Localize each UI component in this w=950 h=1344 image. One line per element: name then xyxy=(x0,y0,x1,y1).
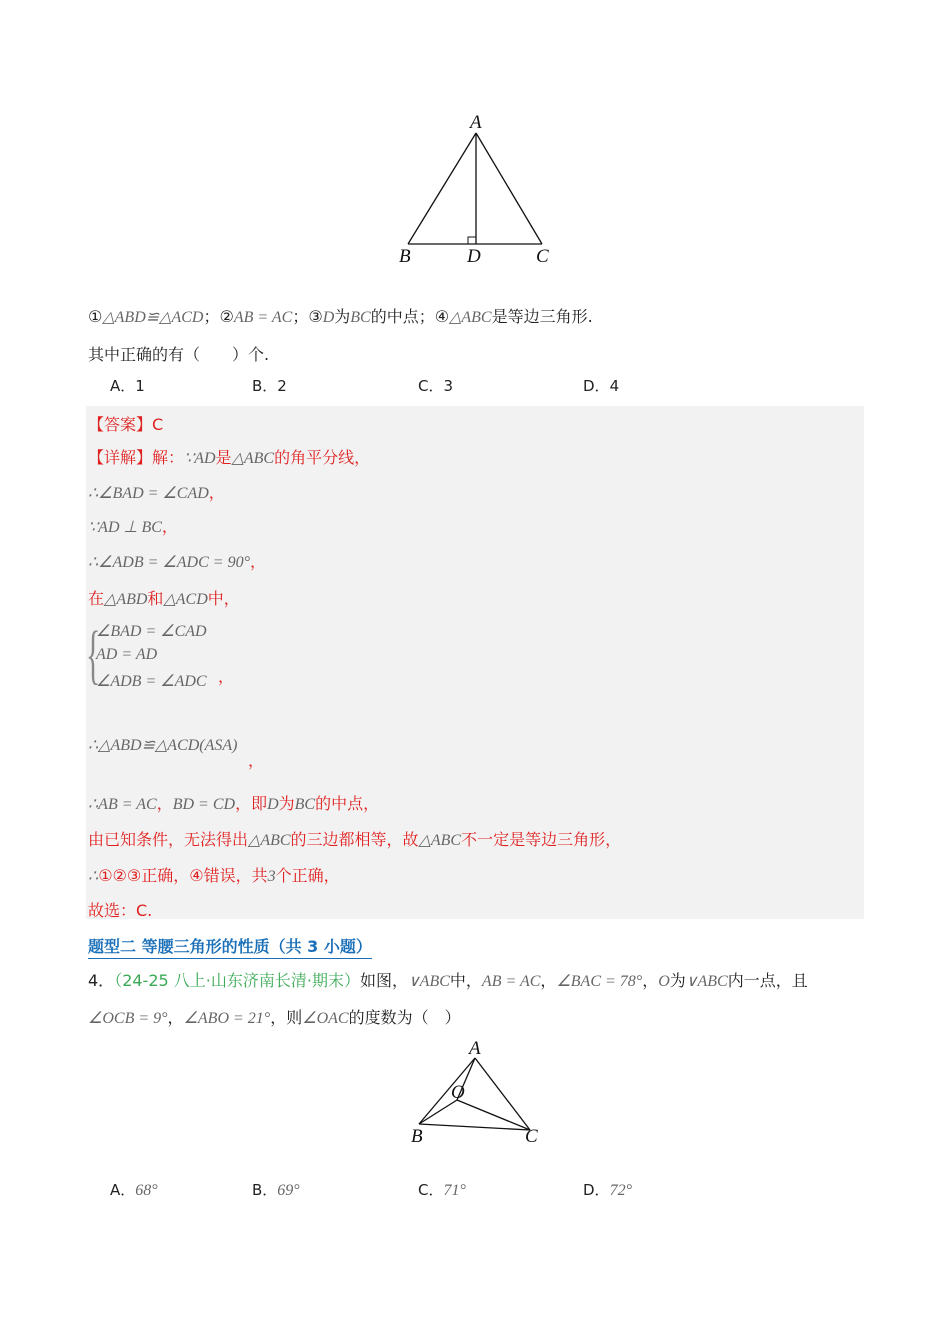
detail-text: 的角平分线， xyxy=(274,448,371,467)
statements-line xyxy=(88,304,593,327)
vertex-label-a: A xyxy=(470,112,482,133)
detail-math: ∴AB = AC xyxy=(88,796,157,813)
option-letter: D． xyxy=(583,1181,610,1199)
detail-text: 是 xyxy=(215,448,232,467)
detail-line-3 xyxy=(88,514,178,537)
q4-option-b[interactable] xyxy=(252,1179,300,1200)
detail-math: ∴∠BAD = ∠CAD xyxy=(88,485,209,502)
q3-option-d[interactable] xyxy=(583,375,619,396)
question-math: ∠BAC = 78° xyxy=(556,973,643,990)
detail-math: △ABC xyxy=(248,832,291,849)
system-eq-2: AD = AD xyxy=(96,646,158,663)
statement-1-math: △ABD≌△ACD xyxy=(102,309,204,326)
question-math: O xyxy=(658,973,670,990)
detail-line-2 xyxy=(88,480,225,503)
detail-text: ①②③正确，④错误，共 xyxy=(98,866,268,885)
triangle-figure-2 xyxy=(405,1038,555,1150)
option-value: 3 xyxy=(443,377,454,395)
detail-math: ∴∠ADB = ∠ADC = 90° xyxy=(88,554,250,571)
detail-math: BD = CD xyxy=(172,796,236,813)
question-source: （24-25 八上·山东济南长清·期末） xyxy=(114,971,360,990)
system-eq-1: ∠BAD = ∠CAD xyxy=(96,623,207,640)
option-letter: A． xyxy=(110,377,136,395)
detail-text: 的三边都相等，故 xyxy=(290,830,419,849)
vertex-label-c: C xyxy=(525,1126,538,1147)
option-value: 4 xyxy=(609,377,620,395)
vertex-label-b: B xyxy=(411,1126,423,1147)
vertex-label-b: B xyxy=(399,246,411,267)
question-text: ， xyxy=(540,971,557,990)
question-number: 4． xyxy=(88,971,115,990)
detail-math: D xyxy=(267,796,279,813)
answer-value: C xyxy=(152,415,164,434)
question-3-stem: 其中正确的有（ ）个. xyxy=(88,345,270,364)
detail-math: 3 xyxy=(267,868,276,885)
option-value: 71° xyxy=(443,1182,466,1199)
system-brace: { xyxy=(86,618,101,691)
detail-line-8 xyxy=(88,827,621,850)
option-value: 72° xyxy=(609,1182,632,1199)
detail-math: ∵AD ⊥ BC xyxy=(88,519,162,536)
statement-2-math: AB = AC xyxy=(233,309,293,326)
question-text: ，则 xyxy=(270,1008,303,1027)
system-eq-3: ∠ADB = ∠ADC xyxy=(96,673,207,690)
question-text: 中， xyxy=(449,971,482,990)
detail-line-9 xyxy=(88,863,340,886)
statement-3-text-2: 的中点；④ xyxy=(370,307,450,326)
detail-math: △ABC xyxy=(418,832,462,849)
detail-text: 个正确， xyxy=(275,866,340,885)
statement-3-math-d: D xyxy=(322,309,335,326)
q3-option-a[interactable] xyxy=(110,375,145,396)
question-text: ， xyxy=(167,1008,184,1027)
vertex-label-d: D xyxy=(467,246,481,267)
system-punct: ， xyxy=(218,667,235,686)
q4-option-d[interactable] xyxy=(583,1179,632,1200)
detail-text: ， xyxy=(161,517,178,536)
statement-sep-2: ；③ xyxy=(292,307,323,326)
question-text: 内一点，且 xyxy=(727,971,808,990)
option-letter: B． xyxy=(252,377,278,395)
q4-option-a[interactable] xyxy=(110,1179,158,1200)
detail-text: 的中点， xyxy=(315,794,380,813)
detail-text: 不一定是等边三角形， xyxy=(461,830,622,849)
question-4-line-2 xyxy=(88,1005,461,1028)
detail-label: 【详解】 xyxy=(88,448,153,467)
option-letter: D． xyxy=(583,377,610,395)
detail-line-7 xyxy=(88,791,379,814)
answer-line xyxy=(88,412,163,435)
question-4-line-1 xyxy=(88,968,808,991)
vertex-label-o: O xyxy=(451,1082,465,1103)
section-title: 题型二 等腰三角形的性质（共 3 小题） xyxy=(88,934,372,959)
option-letter: A． xyxy=(110,1181,136,1199)
option-value: 1 xyxy=(135,377,145,395)
question-text: 如图， xyxy=(359,971,408,990)
detail-text: 在 xyxy=(88,589,105,608)
detail-math: △ACD xyxy=(163,591,208,608)
detail-text: ， xyxy=(249,552,266,571)
question-text: 的度数为（ ） xyxy=(348,1008,461,1027)
detail-math: △ABC xyxy=(231,450,275,467)
detail-math: ∵AD xyxy=(184,450,216,467)
option-value: 2 xyxy=(277,377,287,395)
statement-3-text-1: 为 xyxy=(334,307,351,326)
question-math: AB = AC xyxy=(481,973,541,990)
q4-option-c[interactable] xyxy=(418,1179,466,1200)
q3-option-b[interactable] xyxy=(252,375,287,396)
statement-3-math-bc: BC xyxy=(350,309,371,326)
option-value: 68° xyxy=(135,1182,158,1199)
question-math: ∨ABC xyxy=(407,973,450,990)
answer-label: 【答案】 xyxy=(88,415,153,434)
detail-text: ， xyxy=(156,794,173,813)
detail-line-5 xyxy=(88,586,240,609)
question-math: ∠OCB = 9° xyxy=(88,1010,168,1027)
detail-line-6-punct: ， xyxy=(248,751,265,770)
statement-sep-1: ；② xyxy=(203,307,234,326)
detail-text: 和 xyxy=(147,589,164,608)
question-text: ， xyxy=(642,971,659,990)
detail-line-10: 故选：C. xyxy=(88,901,153,920)
option-value: 69° xyxy=(277,1182,300,1199)
detail-text: ， xyxy=(208,483,225,502)
statement-4-math: △ABC xyxy=(449,309,492,326)
triangle-figure-1 xyxy=(390,108,560,273)
detail-text: ，即 xyxy=(235,794,268,813)
detail-line-1 xyxy=(88,445,370,468)
question-math: ∠ABO = 21° xyxy=(183,1010,271,1027)
detail-line-6 xyxy=(88,735,238,755)
detail-math: ∴ xyxy=(88,868,99,885)
detail-text: 为 xyxy=(278,794,295,813)
detail-math: BC xyxy=(294,796,316,813)
option-letter: C． xyxy=(418,1181,444,1199)
statement-1-number: ① xyxy=(88,307,103,326)
option-letter: B． xyxy=(252,1181,278,1199)
vertex-label-c: C xyxy=(536,246,549,267)
detail-line-4 xyxy=(88,549,266,572)
option-letter: C． xyxy=(418,377,444,395)
detail-text: 解： xyxy=(152,448,185,467)
detail-math: ∴△ABD≌△ACD(ASA) xyxy=(88,737,238,754)
question-math: ∨ABC xyxy=(685,973,728,990)
vertex-label-a: A xyxy=(469,1038,481,1059)
detail-math: △ABD xyxy=(104,591,148,608)
question-math: ∠OAC xyxy=(302,1010,349,1027)
q3-option-c[interactable] xyxy=(418,375,453,396)
detail-text: 由已知条件，无法得出 xyxy=(88,830,249,849)
statement-4-text: 是等边三角形. xyxy=(491,307,593,326)
question-text: 为 xyxy=(669,971,686,990)
detail-text: 中， xyxy=(207,589,240,608)
